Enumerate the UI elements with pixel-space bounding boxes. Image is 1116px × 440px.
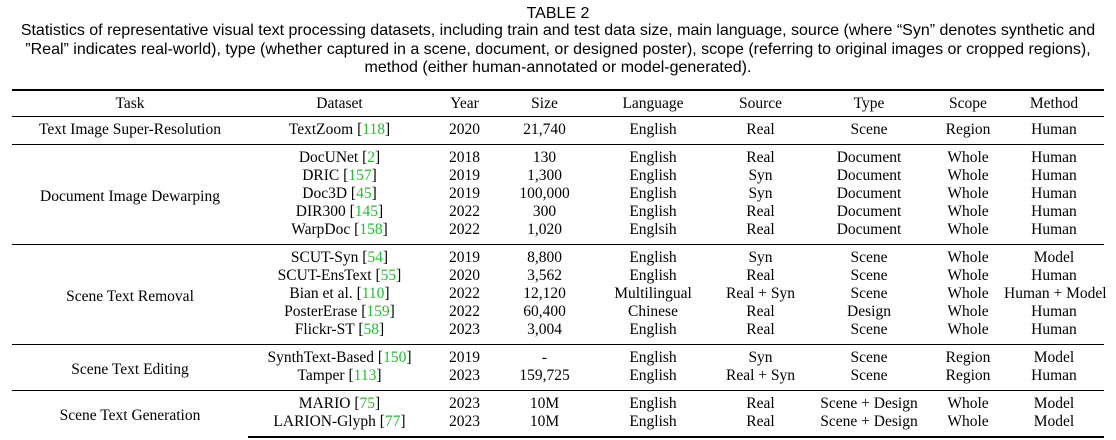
header-language: Language [591, 90, 715, 117]
task-cell: Document Image Dewarping [12, 145, 248, 245]
size-cell: 21,740 [523, 121, 566, 138]
source-cell: Real [715, 391, 806, 414]
size-cell: 10M [498, 391, 591, 414]
citation-bracket-open: [ [358, 149, 368, 166]
header-row [12, 90, 1104, 117]
dataset-cell [248, 367, 431, 391]
citation-bracket-close: ] [389, 303, 395, 320]
dataset-cell [248, 167, 431, 185]
citation-bracket-close: ] [396, 267, 402, 284]
size-cell: - [498, 345, 591, 368]
scope-cell: Whole [947, 167, 989, 184]
size-cell: 159,725 [519, 367, 570, 384]
header-size: Size [498, 90, 591, 117]
dataset-name: MARIO [298, 395, 351, 412]
dataset-name: TextZoom [288, 121, 354, 138]
source-cell: Real [715, 413, 806, 437]
dataset-name: SCUT-EnsText [277, 267, 372, 284]
task-cell: Scene Text Generation [12, 391, 248, 438]
year-cell: 2020 [449, 267, 480, 284]
type-cell: Scene + Design [806, 391, 932, 414]
citation-bracket-open: [ [357, 303, 367, 320]
task-cell: Text Image Super-Resolution [39, 121, 221, 138]
scope-cell: Whole [947, 321, 989, 338]
citation-bracket-close: ] [375, 395, 381, 412]
task-cell: Scene Text Removal [12, 245, 248, 345]
type-cell: Scene [850, 285, 888, 302]
source-cell: Real [715, 145, 806, 168]
datasets-table [12, 89, 1107, 438]
dataset-name: PosterErase [284, 303, 358, 320]
citation-bracket-close: ] [371, 185, 377, 202]
source-cell: Real [746, 303, 775, 320]
language-cell: English [629, 321, 677, 338]
citation-bracket-open: [ [371, 267, 381, 284]
language-cell: English [591, 391, 715, 414]
method-cell: Human [1031, 203, 1077, 220]
year-cell: 2023 [449, 321, 480, 338]
size-cell: 100,000 [519, 185, 570, 202]
task-group [12, 391, 1104, 438]
citation-link[interactable]: 159 [366, 303, 390, 320]
citation-link[interactable]: 113 [353, 367, 377, 384]
size-cell: 3,562 [527, 267, 562, 284]
citation-link[interactable]: 157 [348, 167, 372, 184]
dataset-name: SynthText-Based [267, 349, 375, 366]
language-cell: Chinese [628, 303, 678, 320]
task-group [12, 245, 1107, 345]
citation-link[interactable]: 158 [359, 221, 383, 238]
dataset-name: DocUNet [298, 149, 359, 166]
year-cell: 2018 [431, 145, 498, 168]
citation-bracket-close: ] [384, 285, 390, 302]
method-cell: Human [1004, 145, 1104, 168]
source-cell: Real [746, 267, 775, 284]
citation-bracket-open: [ [354, 321, 364, 338]
type-cell: Design [847, 303, 891, 320]
scope-cell: Region [932, 345, 1004, 368]
citation-bracket-open: [ [345, 203, 355, 220]
header-year: Year [431, 90, 498, 117]
size-cell: 1,020 [527, 221, 562, 238]
citation-link[interactable]: 58 [363, 321, 380, 338]
citation-bracket-close: ] [379, 321, 385, 338]
citation-link[interactable]: 77 [384, 413, 401, 430]
language-cell: Multilingual [614, 285, 692, 302]
citation-bracket-close: ] [378, 203, 384, 220]
scope-cell: Whole [947, 285, 989, 302]
task-cell: Scene Text Editing [12, 345, 248, 391]
scope-cell: Whole [947, 221, 989, 238]
type-cell: Document [836, 185, 902, 202]
dataset-cell [248, 185, 431, 203]
citation-link[interactable]: 110 [361, 285, 385, 302]
citation-bracket-close: ] [375, 149, 381, 166]
dataset-name: DIR300 [295, 203, 346, 220]
type-cell: Scene [850, 121, 888, 138]
scope-cell: Whole [932, 413, 1004, 437]
scope-cell: Region [945, 121, 991, 138]
scope-cell: Whole [947, 267, 989, 284]
language-cell: English [591, 145, 715, 168]
header-dataset: Dataset [248, 90, 431, 117]
source-cell: Syn [715, 345, 806, 368]
header-method: Method [1004, 90, 1104, 117]
dataset-name: Flickr-ST [294, 321, 355, 338]
table-row [12, 245, 1104, 268]
language-cell: English [629, 167, 677, 184]
source-cell: Real [746, 121, 775, 138]
scope-cell: Whole [947, 303, 989, 320]
type-cell: Scene [850, 367, 888, 384]
citation-link[interactable]: 150 [383, 349, 407, 366]
method-cell: Human [1031, 267, 1077, 284]
citation-bracket-open: [ [344, 367, 354, 384]
header-type: Type [806, 90, 932, 117]
language-cell: English [629, 367, 677, 384]
task-group [12, 345, 1104, 391]
method-cell: Human [1031, 185, 1077, 202]
source-cell: Syn [748, 167, 773, 184]
size-cell: 3,004 [527, 321, 562, 338]
source-cell: Real [746, 321, 775, 338]
citation-link[interactable]: 2 [367, 149, 376, 166]
dataset-cell [248, 221, 431, 245]
citation-bracket-close: ] [400, 413, 406, 430]
scope-cell: Whole [932, 145, 1004, 168]
dataset-cell [248, 321, 431, 345]
size-cell: 10M [498, 413, 591, 437]
year-cell: 2023 [431, 413, 498, 437]
type-cell: Scene [850, 321, 888, 338]
type-cell: Document [806, 145, 932, 168]
header-source: Source [715, 90, 806, 117]
citation-bracket-close: ] [382, 221, 388, 238]
citation-link[interactable]: 75 [359, 395, 376, 412]
citation-bracket-open: [ [375, 413, 385, 430]
year-cell: 2022 [449, 203, 480, 220]
method-cell: Model [1004, 245, 1104, 268]
citation-link[interactable]: 145 [354, 203, 379, 220]
source-cell: Real + Syn [725, 367, 796, 384]
language-cell: English [591, 245, 715, 268]
citation-bracket-open: [ [352, 285, 362, 302]
year-cell: 2022 [449, 285, 480, 302]
source-cell: Real [746, 203, 775, 220]
year-cell: 2023 [449, 367, 480, 384]
source-cell: Syn [748, 185, 773, 202]
type-cell: Document [836, 167, 902, 184]
year-cell: 2019 [431, 245, 498, 268]
table-row [12, 145, 1104, 168]
citation-bracket-open: [ [358, 249, 368, 266]
method-cell: Human + Model [1004, 285, 1107, 302]
citation-bracket-open: [ [374, 349, 384, 366]
source-cell: Real + Syn [725, 285, 796, 302]
table-caption-text: Statistics of representative visual text processing datasets, including train and test data size, main language, source (where “Syn” denotes synthetic and ”Real” indicates real-world), type (whether captured in a scene, document, or designed poster), scope (referring to original images or cropped regions), method (either human-annotated or model-generated). [20, 22, 1096, 76]
dataset-name: WarpDoc [291, 221, 351, 238]
citation-bracket-close: ] [376, 367, 382, 384]
type-cell: Scene [806, 245, 932, 268]
size-cell: 8,800 [498, 245, 591, 268]
size-cell: 130 [498, 145, 591, 168]
type-cell: Document [836, 203, 902, 220]
dataset-cell [248, 303, 431, 321]
language-cell: English [591, 345, 715, 368]
citation-link[interactable]: 118 [362, 121, 385, 138]
type-cell: Scene [806, 345, 932, 368]
language-cell: English [591, 413, 715, 437]
task-group [12, 145, 1104, 245]
dataset-cell [248, 245, 431, 268]
dataset-name: DRIC [302, 167, 340, 184]
method-cell: Human [1031, 167, 1077, 184]
language-cell: English [629, 203, 677, 220]
table-row [12, 345, 1104, 368]
dataset-name: Tamper [297, 367, 345, 384]
citation-bracket-open: [ [350, 395, 360, 412]
citation-link[interactable]: 54 [367, 249, 383, 266]
source-cell: Real [746, 221, 775, 238]
size-cell: 300 [532, 203, 557, 220]
header-task: Task [12, 90, 248, 117]
citation-bracket-open: [ [353, 121, 363, 138]
dataset-name: SCUT-Syn [290, 249, 359, 266]
type-cell: Scene [850, 267, 888, 284]
dataset-cell [248, 145, 431, 168]
citation-bracket-open: [ [347, 185, 357, 202]
citation-bracket-close: ] [382, 249, 389, 266]
method-cell: Model [1004, 345, 1104, 368]
method-cell: Human [1031, 221, 1077, 238]
dataset-cell [248, 203, 431, 221]
header-scope: Scope [932, 90, 1004, 117]
year-cell: 2019 [431, 345, 498, 368]
dataset-name: LARION-Glyph [273, 413, 376, 430]
size-cell: 60,400 [523, 303, 566, 320]
year-cell: 2019 [449, 185, 480, 202]
size-cell: 1,300 [527, 167, 562, 184]
citation-bracket-close: ] [406, 349, 412, 366]
method-cell: Human [1031, 121, 1077, 138]
scope-cell: Region [945, 367, 991, 384]
year-cell: 2023 [431, 391, 498, 414]
method-cell: Human [1031, 367, 1077, 384]
method-cell: Human [1031, 303, 1077, 320]
table-row [12, 117, 1104, 145]
dataset-cell [248, 117, 431, 145]
size-cell: 12,120 [523, 285, 566, 302]
language-cell: English [629, 267, 677, 284]
citation-bracket-close: ] [371, 167, 377, 184]
task-group [12, 117, 1104, 145]
dataset-cell [248, 285, 431, 303]
table-caption-title: TABLE 2 [526, 5, 590, 22]
scope-cell: Whole [932, 245, 1004, 268]
source-cell: Syn [715, 245, 806, 268]
language-cell: Englsih [629, 221, 677, 238]
citation-link[interactable]: 45 [356, 185, 372, 202]
method-cell: Human [1031, 321, 1077, 338]
citation-bracket-open: [ [339, 167, 349, 184]
method-cell: Model [1004, 413, 1104, 437]
citation-bracket-close: ] [384, 121, 391, 138]
scope-cell: Whole [947, 203, 989, 220]
scope-cell: Whole [947, 185, 989, 202]
dataset-cell [248, 345, 431, 368]
dataset-cell [248, 391, 431, 414]
type-cell: Scene + Design [806, 413, 932, 437]
language-cell: English [629, 121, 677, 138]
year-cell: 2022 [449, 303, 480, 320]
dataset-name: Bian et al. [289, 285, 353, 302]
year-cell: 2020 [449, 121, 480, 138]
method-cell: Model [1004, 391, 1104, 414]
year-cell: 2019 [449, 167, 480, 184]
scope-cell: Whole [932, 391, 1004, 414]
dataset-name: Doc3D [302, 185, 348, 202]
citation-bracket-open: [ [350, 221, 360, 238]
year-cell: 2022 [449, 221, 480, 238]
language-cell: English [629, 185, 677, 202]
dataset-cell [248, 267, 431, 285]
table-row [12, 391, 1104, 414]
citation-link[interactable]: 55 [380, 267, 397, 284]
dataset-cell [248, 413, 431, 437]
type-cell: Document [836, 221, 902, 238]
